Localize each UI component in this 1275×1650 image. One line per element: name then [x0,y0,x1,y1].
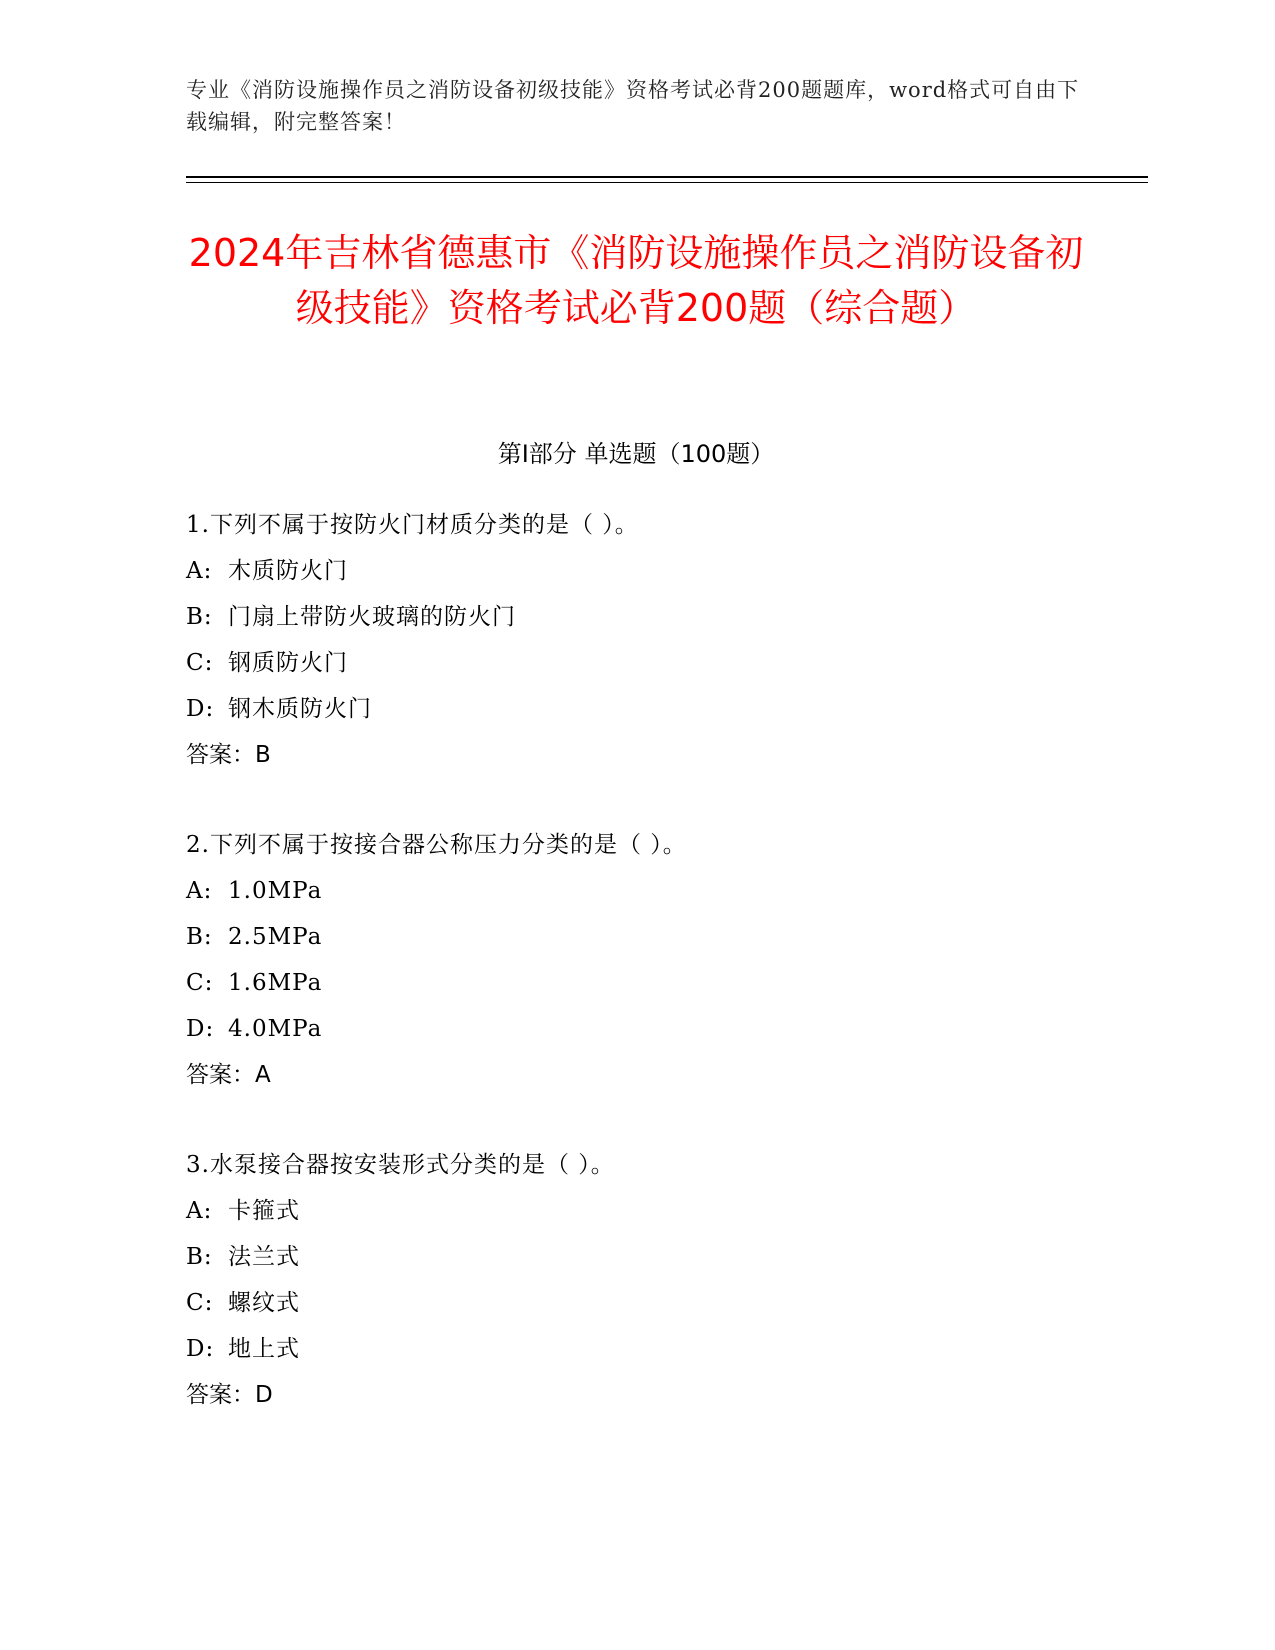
option-text: 木质防火门 [228,558,348,584]
section-title: 第I部分 单选题（100题） [497,440,775,468]
document-title: 2024年吉林省德惠市《消防设施操作员之消防设备初级技能》资格考试必背200题（综合题） [188,231,1084,330]
question-stem: 2.下列不属于按接合器公称压力分类的是（ ）。 [186,832,687,858]
option-text: 地上式 [228,1336,300,1362]
question-3 [186,1142,1086,1418]
answer: 答案：A [186,1062,271,1088]
option-text: 卡箍式 [228,1198,300,1224]
header-note: 专业《消防设施操作员之消防设备初级技能》资格考试必背200题题库，word格式可自由下载编辑，附完整答案！ [186,78,1080,134]
question-1 [186,502,1086,778]
answer: 答案：D [186,1382,273,1408]
option-letter: D: [186,1336,215,1362]
question-2 [186,822,1086,1098]
option-d [186,1326,1086,1372]
answer: 答案：B [186,742,271,768]
option-letter: C: [186,1290,214,1316]
option-d [186,1006,1086,1052]
option-b [186,914,1086,960]
option-text: 1.0MPa [228,878,323,904]
option-letter: A: [186,558,213,584]
question-stem: 1.下列不属于按防火门材质分类的是（ ）。 [186,512,639,538]
option-letter: B: [186,924,213,950]
option-text: 螺纹式 [228,1290,300,1316]
option-text: 门扇上带防火玻璃的防火门 [228,604,516,630]
option-letter: C: [186,650,214,676]
question-stem: 3.水泵接合器按安装形式分类的是（ ）。 [186,1152,615,1178]
option-c [186,640,1086,686]
header-divider-thick [186,176,1148,178]
option-letter: D: [186,696,215,722]
option-b [186,594,1086,640]
option-letter: C: [186,970,214,996]
option-text: 钢质防火门 [228,650,348,676]
option-a [186,868,1086,914]
option-text: 法兰式 [228,1244,300,1270]
header-divider-thin [186,182,1148,183]
option-c [186,1280,1086,1326]
option-letter: D: [186,1016,215,1042]
option-letter: A: [186,1198,213,1224]
option-letter: A: [186,878,213,904]
option-a [186,1188,1086,1234]
option-text: 4.0MPa [228,1016,323,1042]
option-d [186,686,1086,732]
option-b [186,1234,1086,1280]
option-text: 1.6MPa [228,970,323,996]
option-text: 2.5MPa [228,924,323,950]
option-letter: B: [186,604,213,630]
option-c [186,960,1086,1006]
option-letter: B: [186,1244,213,1270]
option-text: 钢木质防火门 [228,696,372,722]
option-a [186,548,1086,594]
